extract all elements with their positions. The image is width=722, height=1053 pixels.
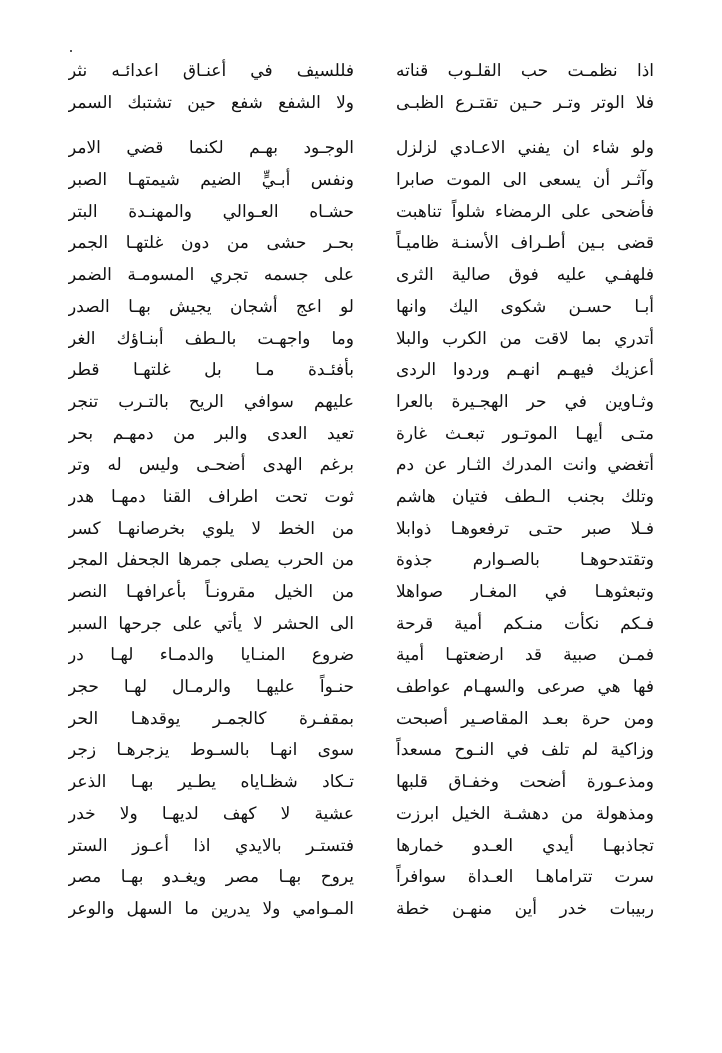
verse-second-hemistich: وما واجهـت بالـطف أبنـاؤك الغر — [68, 328, 354, 349]
verse-second-hemistich: عشية لا كهف لديهـا ولا خدر — [68, 803, 354, 824]
verse-first-hemistich: ومذعـورة أضحت وخفـاق قلبها — [396, 772, 654, 793]
verse-second-hemistich: تـكاد شظـاياه يطـير بهـا الذعر — [68, 772, 354, 793]
verse-first-hemistich: ربيبات خدر أين منهـن خطة — [396, 898, 654, 919]
stanza-separator — [68, 119, 654, 133]
verse-second-hemistich: فللسيف في أعنـاق اعدائـه نثر — [68, 61, 354, 81]
verse-second-hemistich: بحـر حشى من دون غلتهـا الجمر — [68, 233, 354, 254]
verse-first-hemistich: سرت تتراماهـا العـداة سوافراً — [396, 867, 654, 888]
verse-first-hemistich: ومذهولة من دهشـة الخيل ابرزت — [396, 803, 654, 824]
verse-second-hemistich: بأفئـدة مـا بل غلتهـا قطر — [68, 360, 354, 381]
verse-second-hemistich: سوى انهـا بالسـوط يزجرهـا زجر — [68, 740, 354, 761]
verse-first-hemistich: أتدري بما لاقت من الكرب والبلا — [396, 328, 654, 349]
verse-first-hemistich: وآثـر أن يسعى الى الموت صابرا — [396, 170, 654, 191]
verse-second-hemistich: ونفس أبـيٍّ الضيم شيمتهـا الصبر — [68, 170, 354, 191]
verse-second-hemistich: بمقفـرة كالجمـر يوقدهـا الحر — [68, 708, 354, 729]
verse-second-hemistich: يروح بهـا مصر ويغـدو بهـا مصر — [68, 867, 354, 888]
verse-second-hemistich: عليهم سوافي الريح بالتـرب تنجر — [68, 391, 354, 412]
verse-second-hemistich: حشـاه العـوالي والمهنـدة البتر — [68, 201, 354, 222]
verse-first-hemistich: وتبعثوهـا في المغـار صواهلا — [396, 582, 654, 602]
verse-first-hemistich: تجاذبهـا أيدي العـدو خمارها — [396, 835, 654, 856]
verse-second-hemistich: ثوت تحت اطراف القنا دمهـا هدر — [68, 486, 354, 507]
poem-text — [0, 56, 722, 926]
verse-first-hemistich: وثـاوين في حر الهجـيرة بالعرا — [396, 391, 654, 412]
verse-second-hemistich: المـوامي ولا يدرين ما السهل والوعر — [68, 898, 354, 919]
verse-second-hemistich: تعيد العدى والبر من دمهـم بحر — [68, 423, 354, 444]
verse-second-hemistich: على جسمه تجري المسومـة الضمر — [68, 265, 354, 286]
verse-second-hemistich: الوجـود بهـم لكنما قضي الامر — [68, 138, 354, 159]
verse-second-hemistich: من الحرب يصلى جمرها الجحفل المجر — [68, 550, 354, 571]
verse-second-hemistich: فتستـر بالايدي اذا أعـوز الستر — [68, 835, 354, 856]
verse-first-hemistich: فلا الوتر وتـر حـين تقتـرع الظبـى — [396, 92, 654, 113]
verse-first-hemistich: أعزيك فيهـم انهـم وردوا الردى — [396, 360, 654, 381]
verse-first-hemistich: ومن حرة بعـد المقاصـير أصبحت — [396, 708, 654, 729]
verse-second-hemistich: ضروع المنـايا والدمـاء لهـا در — [68, 645, 354, 666]
verse-first-hemistich: فلهفـي عليه فوق صالية الثرى — [396, 265, 654, 286]
verse-second-hemistich: لو اعج أشجان يجيش بهـا الصدر — [68, 296, 354, 317]
verse-first-hemistich: فها هي صرعى والسهـام عواطف — [396, 677, 654, 698]
verse-first-hemistich: وتلك بجنب الـطف فتيان هاشم — [396, 486, 654, 507]
verse-first-hemistich: وزاكية لم تلف في النـوح مسعداً — [396, 740, 654, 761]
verse-first-hemistich: ولو شاء ان يفني الاعـادي لزلزل — [396, 138, 654, 159]
verse-first-hemistich: أتغضي وانت المدرك الثـار عن دم — [396, 455, 654, 476]
verse-first-hemistich: متـى أيهـا الموتـور تبعـث غارة — [396, 423, 654, 444]
verse-first-hemistich: أبـا حسـن شكوى اليك وانها — [396, 296, 654, 317]
verse-first-hemistich: قضى بـين أطـراف الأسنـة ظاميـاً — [396, 233, 654, 254]
page-dot — [70, 50, 72, 52]
verse-first-hemistich: وتقتدحوهـا بالصـوارم جذوة — [396, 550, 654, 571]
verse-second-hemistich: برغم الهدى أضحـى وليس له وتر — [68, 455, 354, 476]
verse-second-hemistich: من الخط لا يلوي بخرصانهـا كسر — [68, 518, 354, 539]
verse-second-hemistich: الى الحشر لا يأتي على جرحها السبر — [68, 613, 354, 634]
verse-second-hemistich: حنـواً عليهـا والرمـال لهـا حجر — [68, 677, 354, 698]
verse-first-hemistich: فـكم نكأت منـكم أمية قرحة — [396, 613, 654, 634]
verse-first-hemistich: فـلا صبر حتـى ترفعوهـا ذوابلا — [396, 518, 654, 539]
verse-first-hemistich: فمـن صبية قد ارضعتهـا أمية — [396, 645, 654, 666]
verse-second-hemistich: من الخيل مقرونـاً بأعرافهـا النصر — [68, 582, 354, 602]
verse-first-hemistich: اذا نظمـت حب القلـوب قناته — [396, 61, 654, 81]
verse-second-hemistich: ولا الشفع شفع حين تشتبك السمر — [68, 92, 354, 113]
verse-first-hemistich: فأضحى على الرمضاء شلواً تناهبت — [396, 201, 654, 222]
